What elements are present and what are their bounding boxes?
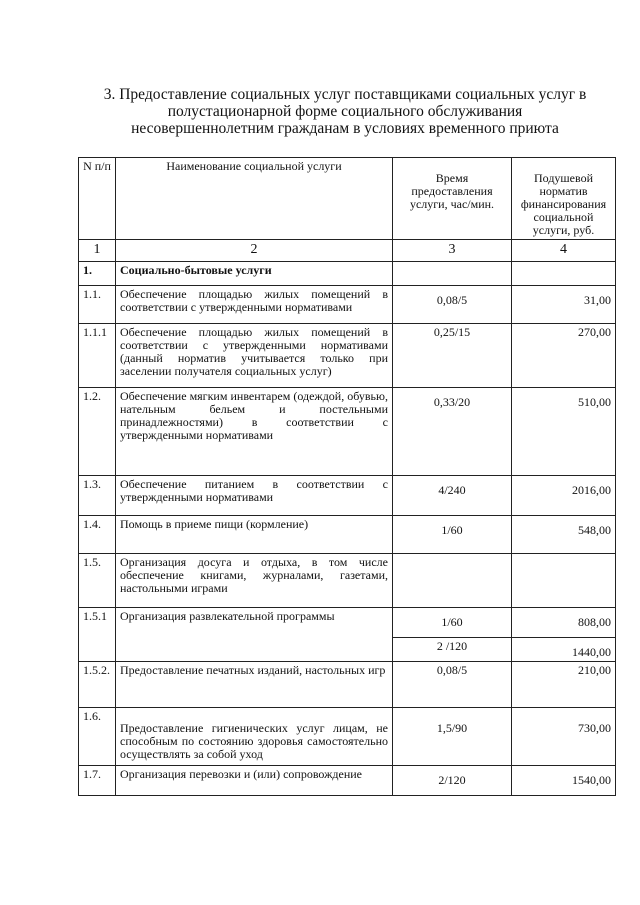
row-num: 1.4. (79, 516, 116, 554)
row-num: 1.6. (79, 708, 116, 766)
row-time: 1/60 (441, 615, 463, 629)
row-name: Предоставление гигиенических услуг лицам, не способным по состоянию здоровья самостоятельно осуществлять за собой уход (116, 708, 393, 766)
row-name: Предоставление печатных изданий, настольных игр (116, 662, 393, 708)
row-time: 0,08/5 (393, 662, 512, 708)
title-line-3: несовершеннолетним гражданам в условиях временного приюта (131, 120, 559, 137)
col-number-1: 1 (79, 240, 116, 262)
row-norm-alt: 1440,00 (572, 645, 611, 659)
row-time: 0,25/15 (393, 324, 512, 388)
col-number-3: 3 (393, 240, 512, 262)
row-num: 1.3. (79, 476, 116, 516)
header-time: Время предоставления услуги, час/мин. (393, 158, 512, 240)
row-num: 1.5.1 (79, 608, 116, 662)
row-name: Обеспечение питанием в соответствии с утвержденными нормативами (116, 476, 393, 516)
column-number-row (79, 240, 616, 262)
row-norm: 270,00 (512, 324, 616, 388)
row-name: Обеспечение мягким инвентарем (одеждой, обувью, нательным бельем и постельными принадлежностями) в соответствии с утвержденными нормативами (116, 388, 393, 476)
row-num: 1.2. (79, 388, 116, 476)
col-number-4: 4 (512, 240, 616, 262)
row-norm: 808,00 (578, 615, 611, 629)
col-number-2: 2 (116, 240, 393, 262)
table-row (79, 708, 616, 766)
title-line-2: полустационарной форме социального обслуживания (167, 103, 523, 120)
table-row (79, 662, 616, 708)
row-time-alt: 2 /120 (393, 638, 512, 662)
row-name: Организация досуга и отдыха, в том числе обеспечение книгами, журналами, газетами, настольными играми (116, 554, 393, 608)
row-norm (512, 554, 616, 608)
table-row (79, 476, 616, 516)
row-norm: 31,00 (584, 293, 611, 307)
section-name: Социально-бытовые услуги (116, 262, 393, 286)
row-num: 1.5.2. (79, 662, 116, 708)
row-name: Обеспечение площадью жилых помещений в соответствии с утвержденными нормативами (116, 286, 393, 324)
table-row (79, 324, 616, 388)
row-time: 0,08/5 (436, 293, 468, 307)
document-title (95, 86, 595, 137)
row-num: 1.5. (79, 554, 116, 608)
table-row (79, 766, 616, 796)
row-norm: 1540,00 (572, 773, 611, 787)
table-row (79, 554, 616, 608)
row-norm: 2016,00 (572, 483, 611, 497)
table-row (79, 608, 616, 638)
services-table (78, 157, 616, 796)
row-norm: 510,00 (578, 395, 611, 409)
table-header-row (79, 158, 616, 240)
row-time: 2/120 (438, 773, 466, 787)
header-name: Наименование социальной услуги (116, 158, 393, 240)
title-line-1: 3. Предоставление социальных услуг поставщиками социальных услуг в (103, 86, 587, 103)
row-name: Организация развлекательной программы (116, 608, 393, 662)
row-num: 1.1. (79, 286, 116, 324)
section-row (79, 262, 616, 286)
table-row (79, 286, 616, 324)
row-time: 1/60 (441, 523, 463, 537)
row-name: Помощь в приеме пищи (кормление) (116, 516, 393, 554)
row-norm: 210,00 (512, 662, 616, 708)
row-norm: 730,00 (512, 708, 616, 766)
row-name: Организация перевозки и (или) сопровождение (116, 766, 393, 796)
header-num: N п/п (79, 158, 116, 240)
header-norm: Подушевой норматив финансирования социальной услуги, руб. (512, 158, 616, 240)
row-time (393, 554, 512, 608)
row-num: 1.1.1 (79, 324, 116, 388)
row-num: 1.7. (79, 766, 116, 796)
section-num: 1. (79, 262, 116, 286)
table-row (79, 388, 616, 476)
row-name: Обеспечение площадью жилых помещений в соответствии с утвержденными нормативами (данный норматив учитывается только при заселении получателя социальных услуг) (116, 324, 393, 388)
table-row (79, 516, 616, 554)
row-norm: 548,00 (578, 523, 611, 537)
row-time: 4/240 (438, 483, 466, 497)
row-time: 0,33/20 (433, 395, 471, 409)
row-time: 1,5/90 (393, 708, 512, 766)
